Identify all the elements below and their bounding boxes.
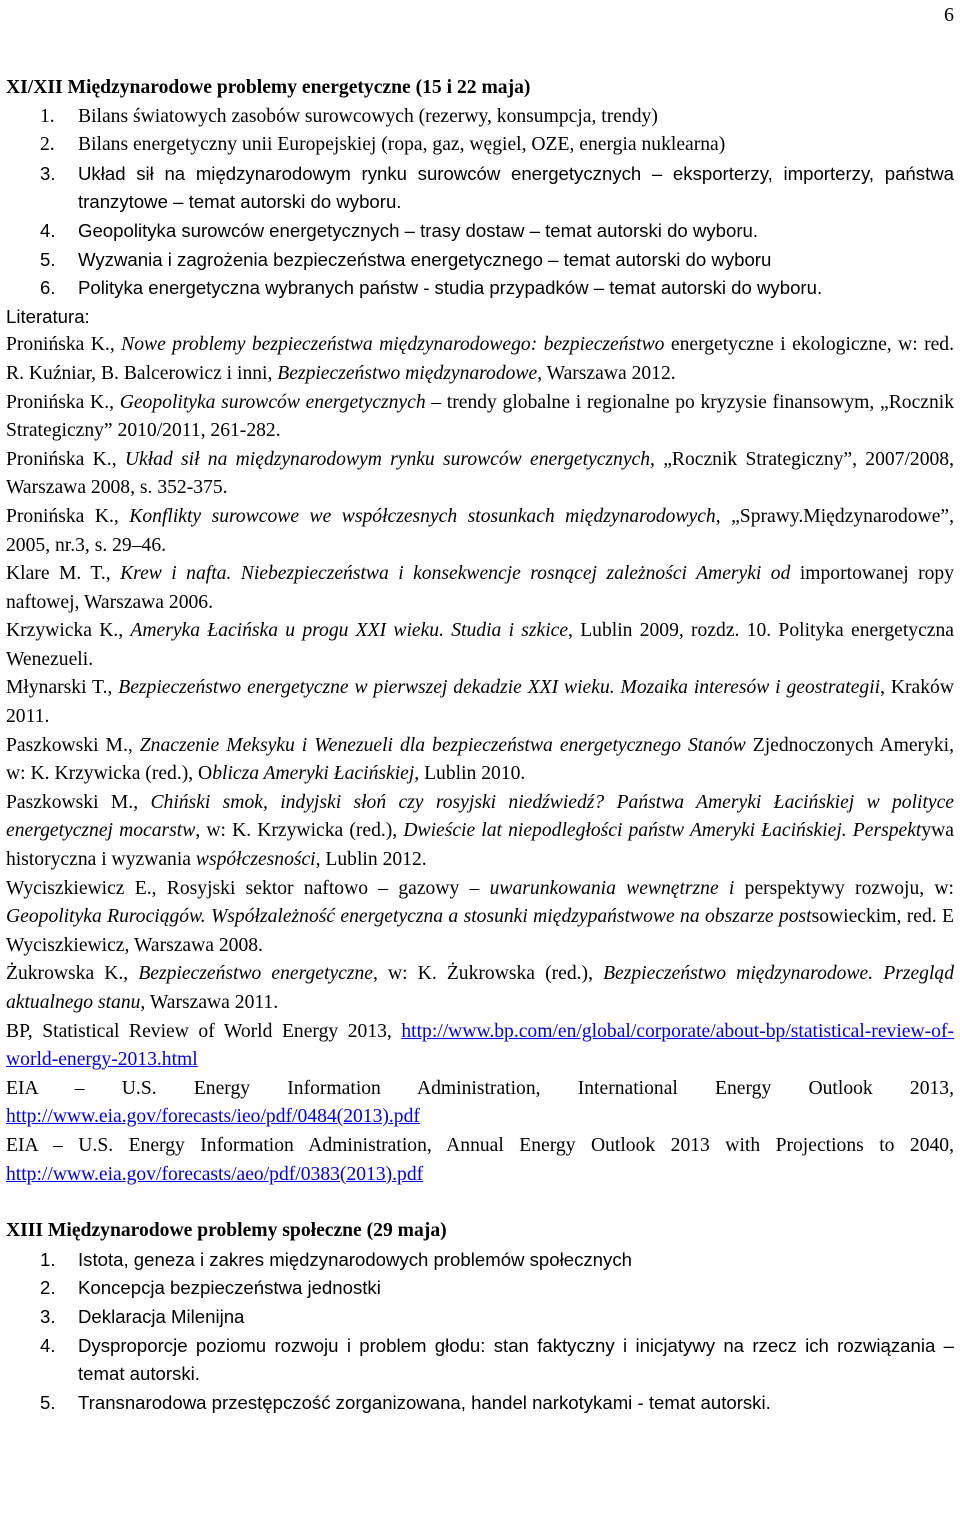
ref-title: Dwieście lat niepodległości państw Ameryki Łacińskiej. Perspekt <box>403 820 922 842</box>
ref-part: Młynarski T., <box>6 677 119 699</box>
page-number: 6 <box>944 4 954 26</box>
ref-part: Wyciszkiewicz E., Rosyjski sektor naftowo – gazowy – <box>6 877 490 899</box>
list-item <box>6 103 954 132</box>
item-text: Polityka energetyczna wybranych państw - studia przypadków – temat autorski do wyboru. <box>78 277 823 299</box>
list-item <box>6 1389 954 1418</box>
social-topics-list <box>6 1246 954 1418</box>
list-item <box>6 131 954 160</box>
ref-title: Bezpieczeństwo energetyczne w pierwszej dekadzie XXI wieku. Mozaika interesów i geostrategii <box>118 677 881 699</box>
item-text: Wyzwania i zagrożenia bezpieczeństwa energetycznego – temat autorski do wyboru <box>78 248 772 270</box>
reference-item <box>6 560 954 617</box>
web-reference <box>6 1075 954 1132</box>
ref-part: , Lublin 2012. <box>315 849 427 871</box>
ref-part: ywa historyczna i wyzwania <box>6 820 954 871</box>
ref-part: importowanej ropy naftowej, Warszawa 2006. <box>6 563 955 613</box>
list-item <box>6 217 954 246</box>
ref-title: Bezpieczeństwo międzynarodowe. Przegląd aktualnego stanu <box>6 963 954 1013</box>
ref-part: , w: K. Krzywicka (red.), <box>195 820 404 842</box>
reference-item <box>6 389 954 446</box>
item-text: Transnarodowa przestępczość zorganizowana, handel narkotykami - temat autorski. <box>78 1391 771 1413</box>
ref-part: Zjednoczonych Ameryki, w: K. Krzywicka (red.), O <box>6 734 954 785</box>
reference-item <box>6 503 954 560</box>
reference-item <box>6 732 954 789</box>
item-number: 3. <box>40 162 56 184</box>
web-reference <box>6 1018 954 1075</box>
ref-part: perspektywy rozwoju, w: <box>734 877 955 899</box>
ref-title: współczesności <box>195 849 316 871</box>
ref-title: blicza Ameryki Łacińskiej <box>212 763 415 785</box>
section-heading-energy: XI/XII Międzynarodowe problemy energetyczne (15 i 22 maja) <box>6 77 531 98</box>
ref-title: Układ sił na międzynarodowym rynku surowców energetycznych, <box>124 448 655 470</box>
ref-part: Żukrowska K., <box>6 963 139 985</box>
ref-part: Paszkowski M., <box>6 734 140 756</box>
reference-item <box>6 789 954 875</box>
reference-link[interactable]: http://www.eia.gov/forecasts/aeo/pdf/0383(2013).pdf <box>6 1163 424 1185</box>
item-number: 5. <box>40 248 56 270</box>
ref-part: Pronińska K., <box>6 391 120 413</box>
ref-title: uwarunkowania wewnętrzne i <box>489 877 735 899</box>
reference-item <box>6 960 954 1017</box>
item-number: 2. <box>40 1277 56 1299</box>
item-text: Deklaracja Milenijna <box>78 1305 245 1327</box>
ref-part: Klare M. T., <box>6 563 121 585</box>
item-number: 4. <box>40 219 56 241</box>
ref-part: , w: K. Żukrowska (red.), <box>372 963 604 985</box>
list-item <box>6 246 954 275</box>
item-text: Bilans energetyczny unii Europejskiej (ropa, gaz, węgiel, OZE, energia nuklearna) <box>78 134 726 156</box>
ref-part: sowieckim, red. E Wyciszkiewicz, Warszawa 2008. <box>6 906 954 956</box>
item-text: Geopolityka surowców energetycznych – trasy dostaw – temat autorski do wyboru. <box>78 219 759 241</box>
item-number: 6. <box>40 277 56 299</box>
item-number: 4. <box>40 1334 56 1356</box>
list-item <box>6 1303 954 1332</box>
item-number: 1. <box>40 1248 56 1270</box>
reference-item <box>6 875 954 961</box>
reference-item <box>6 617 954 674</box>
web-reference <box>6 1132 954 1189</box>
item-text: Układ sił na międzynarodowym rynku surowców energetycznych – eksporterzy, importerzy, państwa tranzytowe – temat autorski do wyboru. <box>78 162 954 213</box>
ref-part: Krzywicka K., <box>6 620 131 642</box>
ref-part: Pronińska K., <box>6 505 130 527</box>
ref-part: BP, Statistical Review of World Energy 2013, <box>6 1020 402 1042</box>
ref-part: , Warszawa 2012. <box>537 362 676 384</box>
ref-part: , Lublin 2010. <box>414 763 526 785</box>
ref-part: „Rocznik Strategiczny”, 2007/2008, Warszawa 2008, s. 352-375. <box>6 448 954 499</box>
ref-title: Geopolityka surowców energetycznych <box>119 391 426 413</box>
list-item <box>6 274 954 303</box>
item-text: Istota, geneza i zakres międzynarodowych problemów społecznych <box>78 1248 632 1270</box>
ref-part: energetyczne i ekologiczne, w: red. R. Kuźniar, B. Balcerowicz i inni, <box>6 334 954 384</box>
ref-part: EIA – U.S. Energy Information Administration, International Energy Outlook 2013, <box>6 1077 954 1099</box>
ref-part: Pronińska K., <box>6 448 125 470</box>
item-number: 1. <box>40 105 55 127</box>
reference-link[interactable]: http://www.eia.gov/forecasts/ieo/pdf/0484(2013).pdf <box>6 1106 420 1128</box>
literature-label: Literatura: <box>6 305 90 327</box>
item-text: Bilans światowych zasobów surowcowych (rezerwy, konsumpcja, trendy) <box>78 105 658 127</box>
reference-item <box>6 331 954 388</box>
section-heading-social: XIII Międzynarodowe problemy społeczne (29 maja) <box>6 1220 447 1242</box>
item-number: 5. <box>40 1391 56 1413</box>
reference-item <box>6 674 954 731</box>
ref-title: Chiński smok, indyjski słoń czy rosyjski niedźwiedź? Państwa Ameryki Łacińskiej w polityce energetycznej mocarstw <box>6 791 954 842</box>
list-item <box>6 160 954 217</box>
ref-part: , Lublin 2009, rozdz. 10. Polityka energetyczna Wenezueli. <box>6 620 954 670</box>
ref-title: Bezpieczeństwo energetyczne <box>138 963 373 985</box>
ref-part: Paszkowski M., <box>6 791 151 813</box>
ref-part: – trendy globalne i regionalne po kryzysie finansowym, „Rocznik Strategiczny” 2010/2011, 261-282. <box>6 391 954 442</box>
energy-topics-list <box>6 103 954 303</box>
ref-part: , Warszawa 2011. <box>140 992 279 1013</box>
section-spacer <box>6 1189 954 1217</box>
list-item <box>6 1332 954 1389</box>
ref-part: , Kraków 2011. <box>6 677 954 728</box>
ref-part: Pronińska K., <box>6 334 122 356</box>
ref-title: Bezpieczeństwo międzynarodowe <box>277 362 538 384</box>
ref-title: Geopolityka Rurociągów. Współzależność energetyczna a stosunki międzypaństwowe na obszarze post <box>6 906 812 928</box>
reference-link[interactable]: http://www.bp.com/en/global/corporate/about-bp/statistical-review-of-world-energy-2013.html <box>6 1020 954 1071</box>
document-body <box>6 74 954 1417</box>
ref-title: Ameryka Łacińska u progu XXI wieku. Studia i szkice <box>130 620 569 642</box>
ref-part: EIA – U.S. Energy Information Administration, Annual Energy Outlook 2013 with Projections to 2040, <box>6 1134 954 1156</box>
list-item <box>6 1246 954 1275</box>
item-text: Koncepcja bezpieczeństwa jednostki <box>78 1277 381 1299</box>
ref-title: Znaczenie Meksyku i Wenezueli dla bezpieczeństwa energetycznego Stanów <box>139 734 746 756</box>
item-number: 2. <box>40 134 55 156</box>
ref-title: Nowe problemy bezpieczeństwa międzynarodowego: bezpieczeństwo <box>121 334 665 356</box>
item-text: Dysproporcje poziomu rozwoju i problem głodu: stan faktyczny i inicjatywy na rzecz ich rozwiązania – temat autorski. <box>78 1334 954 1385</box>
item-number: 3. <box>40 1305 56 1327</box>
reference-item <box>6 446 954 503</box>
list-item <box>6 1274 954 1303</box>
ref-title: Konflikty surowcowe we współczesnych stosunkach międzynarodowych <box>129 505 716 527</box>
ref-title: Krew i nafta. Niebezpieczeństwa i konsekwencje rosnącej zależności Ameryki od <box>120 563 791 585</box>
ref-part: , „Sprawy.Międzynarodowe”, 2005, nr.3, s. 29–46. <box>6 505 955 556</box>
